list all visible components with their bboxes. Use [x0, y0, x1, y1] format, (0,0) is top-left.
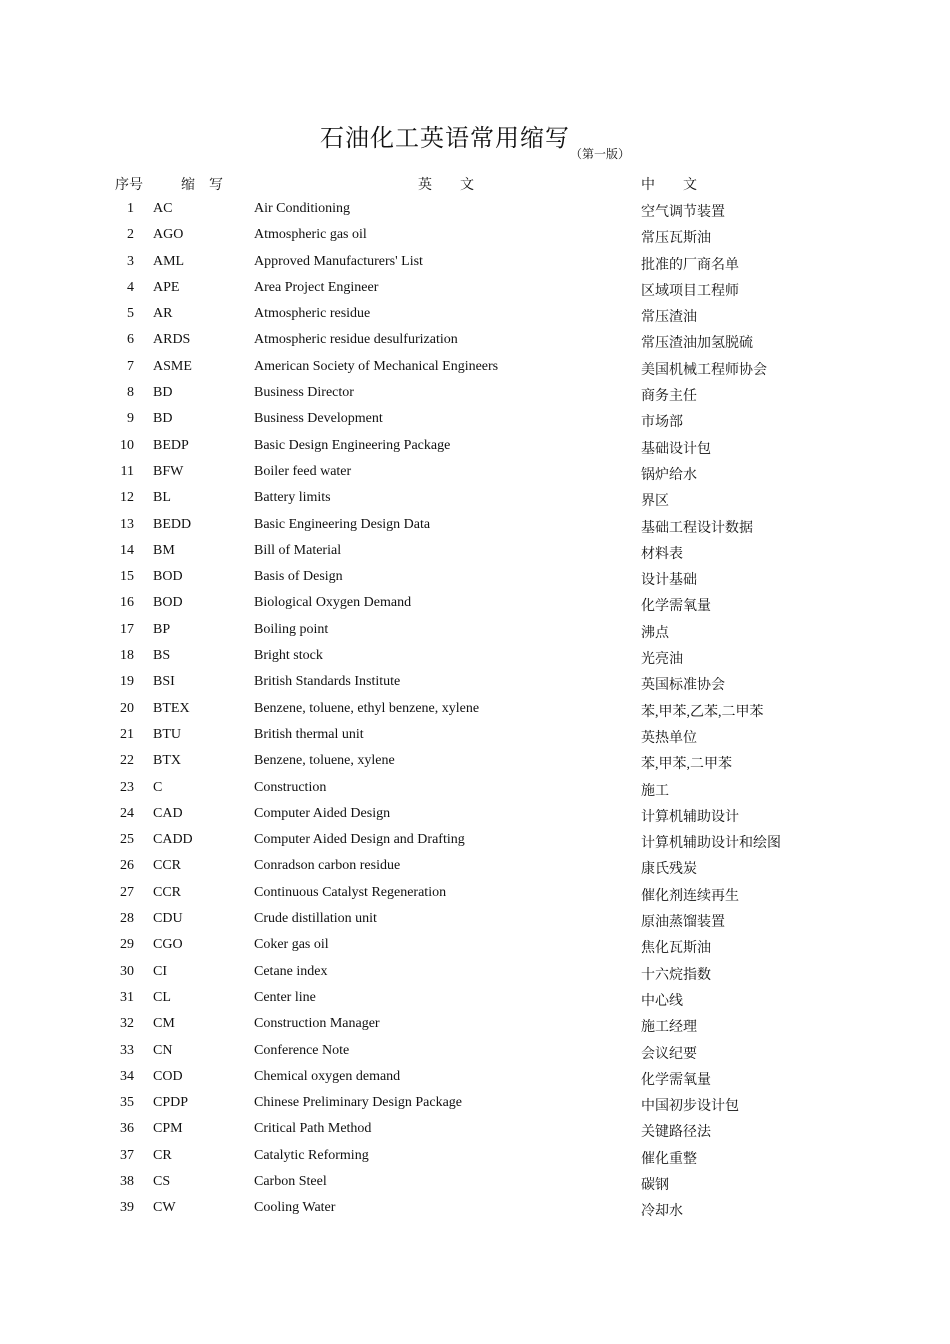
- row-english: Center line: [254, 989, 316, 1005]
- row-chinese: 基础设计包: [641, 441, 711, 457]
- row-abbreviation: BP: [153, 621, 171, 637]
- row-english: Cetane index: [254, 963, 328, 979]
- row-abbreviation: CAD: [153, 805, 183, 821]
- row-english: Atmospheric residue: [254, 306, 371, 322]
- row-index: 8: [127, 385, 134, 401]
- row-chinese: 会议纪要: [641, 1046, 697, 1062]
- row-chinese: 十六烷指数: [641, 967, 711, 983]
- row-abbreviation: ASME: [153, 358, 192, 374]
- row-index: 3: [127, 253, 134, 269]
- row-abbreviation: BS: [153, 648, 171, 664]
- document-title: 石油化工英语常用缩写: [319, 124, 570, 152]
- table-header: [0, 174, 950, 194]
- row-index: 27: [120, 884, 134, 900]
- row-chinese: 界区: [641, 494, 669, 510]
- row-index: 10: [120, 437, 134, 453]
- row-abbreviation: BD: [153, 411, 173, 427]
- table-row: [0, 697, 950, 723]
- table-row: [0, 644, 950, 670]
- row-abbreviation: CM: [153, 1016, 175, 1032]
- abbreviation-table: [0, 197, 950, 1223]
- row-abbreviation: CPM: [153, 1121, 183, 1137]
- row-index: 4: [127, 279, 134, 295]
- row-english: Boiler feed water: [254, 463, 352, 479]
- row-chinese: 常压渣油加氢脱硫: [641, 336, 753, 352]
- row-abbreviation: AGO: [153, 227, 184, 243]
- row-index: 16: [120, 595, 134, 611]
- row-english: British Standards Institute: [254, 674, 401, 690]
- table-row: [0, 1039, 950, 1065]
- header-abbreviation: 缩 写: [181, 178, 223, 193]
- row-english: Computer Aided Design: [254, 805, 391, 821]
- table-row: [0, 1117, 950, 1143]
- table-row: [0, 1091, 950, 1117]
- table-row: [0, 328, 950, 354]
- row-chinese: 沸点: [641, 625, 669, 641]
- table-row: [0, 591, 950, 617]
- row-index: 20: [120, 700, 134, 716]
- document-title-block: [0, 118, 950, 161]
- row-english: Basic Design Engineering Package: [254, 437, 451, 453]
- row-index: 7: [127, 358, 134, 374]
- row-abbreviation: AR: [153, 306, 173, 322]
- row-english: Approved Manufacturers' List: [254, 253, 423, 269]
- table-row: [0, 539, 950, 565]
- row-chinese: 焦化瓦斯油: [641, 941, 711, 957]
- row-chinese: 常压瓦斯油: [641, 231, 711, 247]
- row-english: Area Project Engineer: [254, 279, 379, 295]
- row-chinese: 化学需氧量: [641, 599, 711, 615]
- table-row: [0, 960, 950, 986]
- row-abbreviation: BFW: [153, 463, 184, 479]
- table-row: [0, 881, 950, 907]
- table-row: [0, 565, 950, 591]
- table-row: [0, 197, 950, 223]
- row-english: Conradson carbon residue: [254, 858, 401, 874]
- row-chinese: 美国机械工程师协会: [641, 362, 767, 378]
- table-row: [0, 828, 950, 854]
- row-english: Atmospheric residue desulfurization: [254, 332, 458, 348]
- table-row: [0, 381, 950, 407]
- row-chinese: 施工经理: [641, 1020, 697, 1036]
- table-row: [0, 1170, 950, 1196]
- row-index: 31: [120, 989, 134, 1005]
- table-row: [0, 302, 950, 328]
- row-index: 28: [120, 911, 134, 927]
- row-chinese: 基础工程设计数据: [641, 520, 753, 536]
- row-index: 39: [120, 1200, 134, 1216]
- row-chinese: 中国初步设计包: [641, 1099, 739, 1115]
- row-english: Biological Oxygen Demand: [254, 595, 412, 611]
- row-index: 38: [120, 1173, 134, 1189]
- row-english: Computer Aided Design and Drafting: [254, 832, 465, 848]
- header-chinese: 中 文: [641, 178, 697, 193]
- row-index: 29: [120, 937, 134, 953]
- edition-label: （第一版）: [569, 147, 630, 161]
- row-chinese: 商务主任: [641, 389, 697, 405]
- row-index: 30: [120, 963, 134, 979]
- row-english: Business Director: [254, 385, 354, 401]
- row-index: 9: [127, 411, 134, 427]
- row-abbreviation: BL: [153, 490, 171, 506]
- row-chinese: 苯,甲苯,乙苯,二甲苯: [641, 704, 764, 720]
- row-abbreviation: C: [153, 779, 163, 795]
- table-row: [0, 986, 950, 1012]
- row-index: 2: [127, 227, 134, 243]
- row-abbreviation: COD: [153, 1068, 183, 1084]
- row-abbreviation: CPDP: [153, 1095, 189, 1111]
- row-index: 23: [120, 779, 134, 795]
- row-english: Chemical oxygen demand: [254, 1068, 401, 1084]
- row-english: Continuous Catalyst Regeneration: [254, 884, 447, 900]
- row-chinese: 市场部: [641, 415, 683, 431]
- row-chinese: 计算机辅助设计: [641, 809, 739, 825]
- row-chinese: 区域项目工程师: [641, 283, 739, 299]
- row-index: 15: [120, 569, 134, 585]
- table-row: [0, 460, 950, 486]
- row-abbreviation: BTEX: [153, 700, 190, 716]
- row-abbreviation: CI: [153, 963, 167, 979]
- table-row: [0, 749, 950, 775]
- row-chinese: 施工: [641, 783, 669, 799]
- row-chinese: 设计基础: [641, 573, 697, 589]
- row-english: Benzene, toluene, ethyl benzene, xylene: [254, 700, 480, 716]
- row-index: 21: [120, 726, 134, 742]
- row-english: Bright stock: [254, 648, 323, 664]
- table-row: [0, 933, 950, 959]
- row-chinese: 催化剂连续再生: [641, 888, 739, 904]
- row-abbreviation: BD: [153, 385, 173, 401]
- table-row: [0, 250, 950, 276]
- row-index: 32: [120, 1016, 134, 1032]
- row-chinese: 计算机辅助设计和绘图: [641, 836, 781, 852]
- row-chinese: 锅炉给水: [641, 467, 697, 483]
- row-chinese: 空气调节装置: [641, 205, 725, 220]
- row-abbreviation: BSI: [153, 674, 175, 690]
- row-english: Critical Path Method: [254, 1121, 372, 1137]
- row-chinese: 材料表: [641, 546, 683, 562]
- table-row: [0, 223, 950, 249]
- row-index: 37: [120, 1147, 134, 1163]
- row-abbreviation: CL: [153, 989, 171, 1005]
- row-english: Carbon Steel: [254, 1173, 327, 1189]
- row-abbreviation: BTU: [153, 726, 181, 742]
- row-index: 19: [120, 674, 134, 690]
- row-chinese: 化学需氧量: [641, 1072, 711, 1088]
- row-chinese: 碳钢: [641, 1177, 669, 1193]
- row-english: Coker gas oil: [254, 937, 329, 953]
- row-abbreviation: BM: [153, 542, 175, 558]
- row-index: 13: [120, 516, 134, 532]
- row-index: 12: [120, 490, 134, 506]
- row-english: American Society of Mechanical Engineers: [254, 358, 499, 374]
- row-abbreviation: BOD: [153, 569, 183, 585]
- row-index: 18: [120, 648, 134, 664]
- row-abbreviation: CW: [153, 1200, 176, 1216]
- row-chinese: 常压渣油: [641, 310, 697, 326]
- row-chinese: 英热单位: [641, 730, 697, 746]
- row-chinese: 冷却水: [641, 1204, 683, 1220]
- row-index: 26: [120, 858, 134, 874]
- table-row: [0, 276, 950, 302]
- row-abbreviation: BEDD: [153, 516, 192, 532]
- row-abbreviation: BTX: [153, 753, 181, 769]
- header-index: 序号: [115, 178, 143, 193]
- table-row: [0, 486, 950, 512]
- row-abbreviation: CS: [153, 1173, 171, 1189]
- table-row: [0, 670, 950, 696]
- row-chinese: 批准的厂商名单: [641, 257, 739, 273]
- row-english: Chinese Preliminary Design Package: [254, 1095, 463, 1111]
- row-english: Atmospheric gas oil: [254, 227, 367, 243]
- table-row: [0, 907, 950, 933]
- row-abbreviation: BOD: [153, 595, 183, 611]
- row-chinese: 英国标准协会: [641, 678, 725, 694]
- row-index: 24: [120, 805, 134, 821]
- row-abbreviation: CADD: [153, 832, 193, 848]
- table-row: [0, 854, 950, 880]
- table-row: [0, 355, 950, 381]
- table-row: [0, 1144, 950, 1170]
- row-english: Conference Note: [254, 1042, 350, 1058]
- table-row: [0, 618, 950, 644]
- row-abbreviation: BEDP: [153, 437, 189, 453]
- row-abbreviation: CN: [153, 1042, 173, 1058]
- row-index: 11: [120, 463, 134, 479]
- row-english: Air Conditioning: [254, 201, 351, 216]
- row-english: Basic Engineering Design Data: [254, 516, 431, 532]
- row-abbreviation: ARDS: [153, 332, 191, 348]
- row-english: Battery limits: [254, 490, 331, 506]
- row-chinese: 催化重整: [641, 1151, 697, 1167]
- row-chinese: 原油蒸馏装置: [641, 915, 725, 931]
- table-row: [0, 434, 950, 460]
- table-row: [0, 1065, 950, 1091]
- row-abbreviation: CGO: [153, 937, 183, 953]
- row-index: 33: [120, 1042, 134, 1058]
- row-index: 22: [120, 753, 134, 769]
- row-abbreviation: AC: [153, 201, 173, 216]
- table-row: [0, 513, 950, 539]
- row-english: Basis of Design: [254, 569, 343, 585]
- row-english: Crude distillation unit: [254, 911, 377, 927]
- row-abbreviation: APE: [153, 279, 180, 295]
- row-chinese: 康氏残炭: [641, 862, 697, 878]
- row-abbreviation: CCR: [153, 884, 182, 900]
- row-english: Business Development: [254, 411, 383, 427]
- row-abbreviation: CCR: [153, 858, 182, 874]
- row-index: 25: [120, 832, 134, 848]
- row-chinese: 光亮油: [641, 652, 683, 668]
- row-abbreviation: CDU: [153, 911, 183, 927]
- row-english: Benzene, toluene, xylene: [254, 753, 395, 769]
- row-index: 17: [120, 621, 134, 637]
- row-index: 34: [120, 1068, 134, 1084]
- row-index: 6: [127, 332, 134, 348]
- row-english: British thermal unit: [254, 726, 364, 742]
- table-row: [0, 1012, 950, 1038]
- row-chinese: 中心线: [641, 993, 683, 1009]
- table-row: [0, 407, 950, 433]
- row-index: 5: [127, 306, 134, 322]
- row-chinese: 关键路径法: [641, 1125, 711, 1141]
- row-index: 1: [127, 201, 134, 216]
- row-abbreviation: AML: [153, 253, 185, 269]
- row-index: 36: [120, 1121, 134, 1137]
- row-english: Bill of Material: [254, 542, 342, 558]
- row-chinese: 苯,甲苯,二甲苯: [641, 757, 732, 773]
- row-index: 14: [120, 542, 134, 558]
- row-english: Construction Manager: [254, 1016, 380, 1032]
- header-english: 英 文: [418, 178, 474, 193]
- row-abbreviation: CR: [153, 1147, 172, 1163]
- row-english: Catalytic Reforming: [254, 1147, 369, 1163]
- row-english: Construction: [254, 779, 327, 795]
- table-row: [0, 776, 950, 802]
- row-english: Cooling Water: [254, 1200, 336, 1216]
- table-row: [0, 723, 950, 749]
- table-row: [0, 802, 950, 828]
- table-row: [0, 1196, 950, 1222]
- row-english: Boiling point: [254, 621, 329, 637]
- row-index: 35: [120, 1095, 134, 1111]
